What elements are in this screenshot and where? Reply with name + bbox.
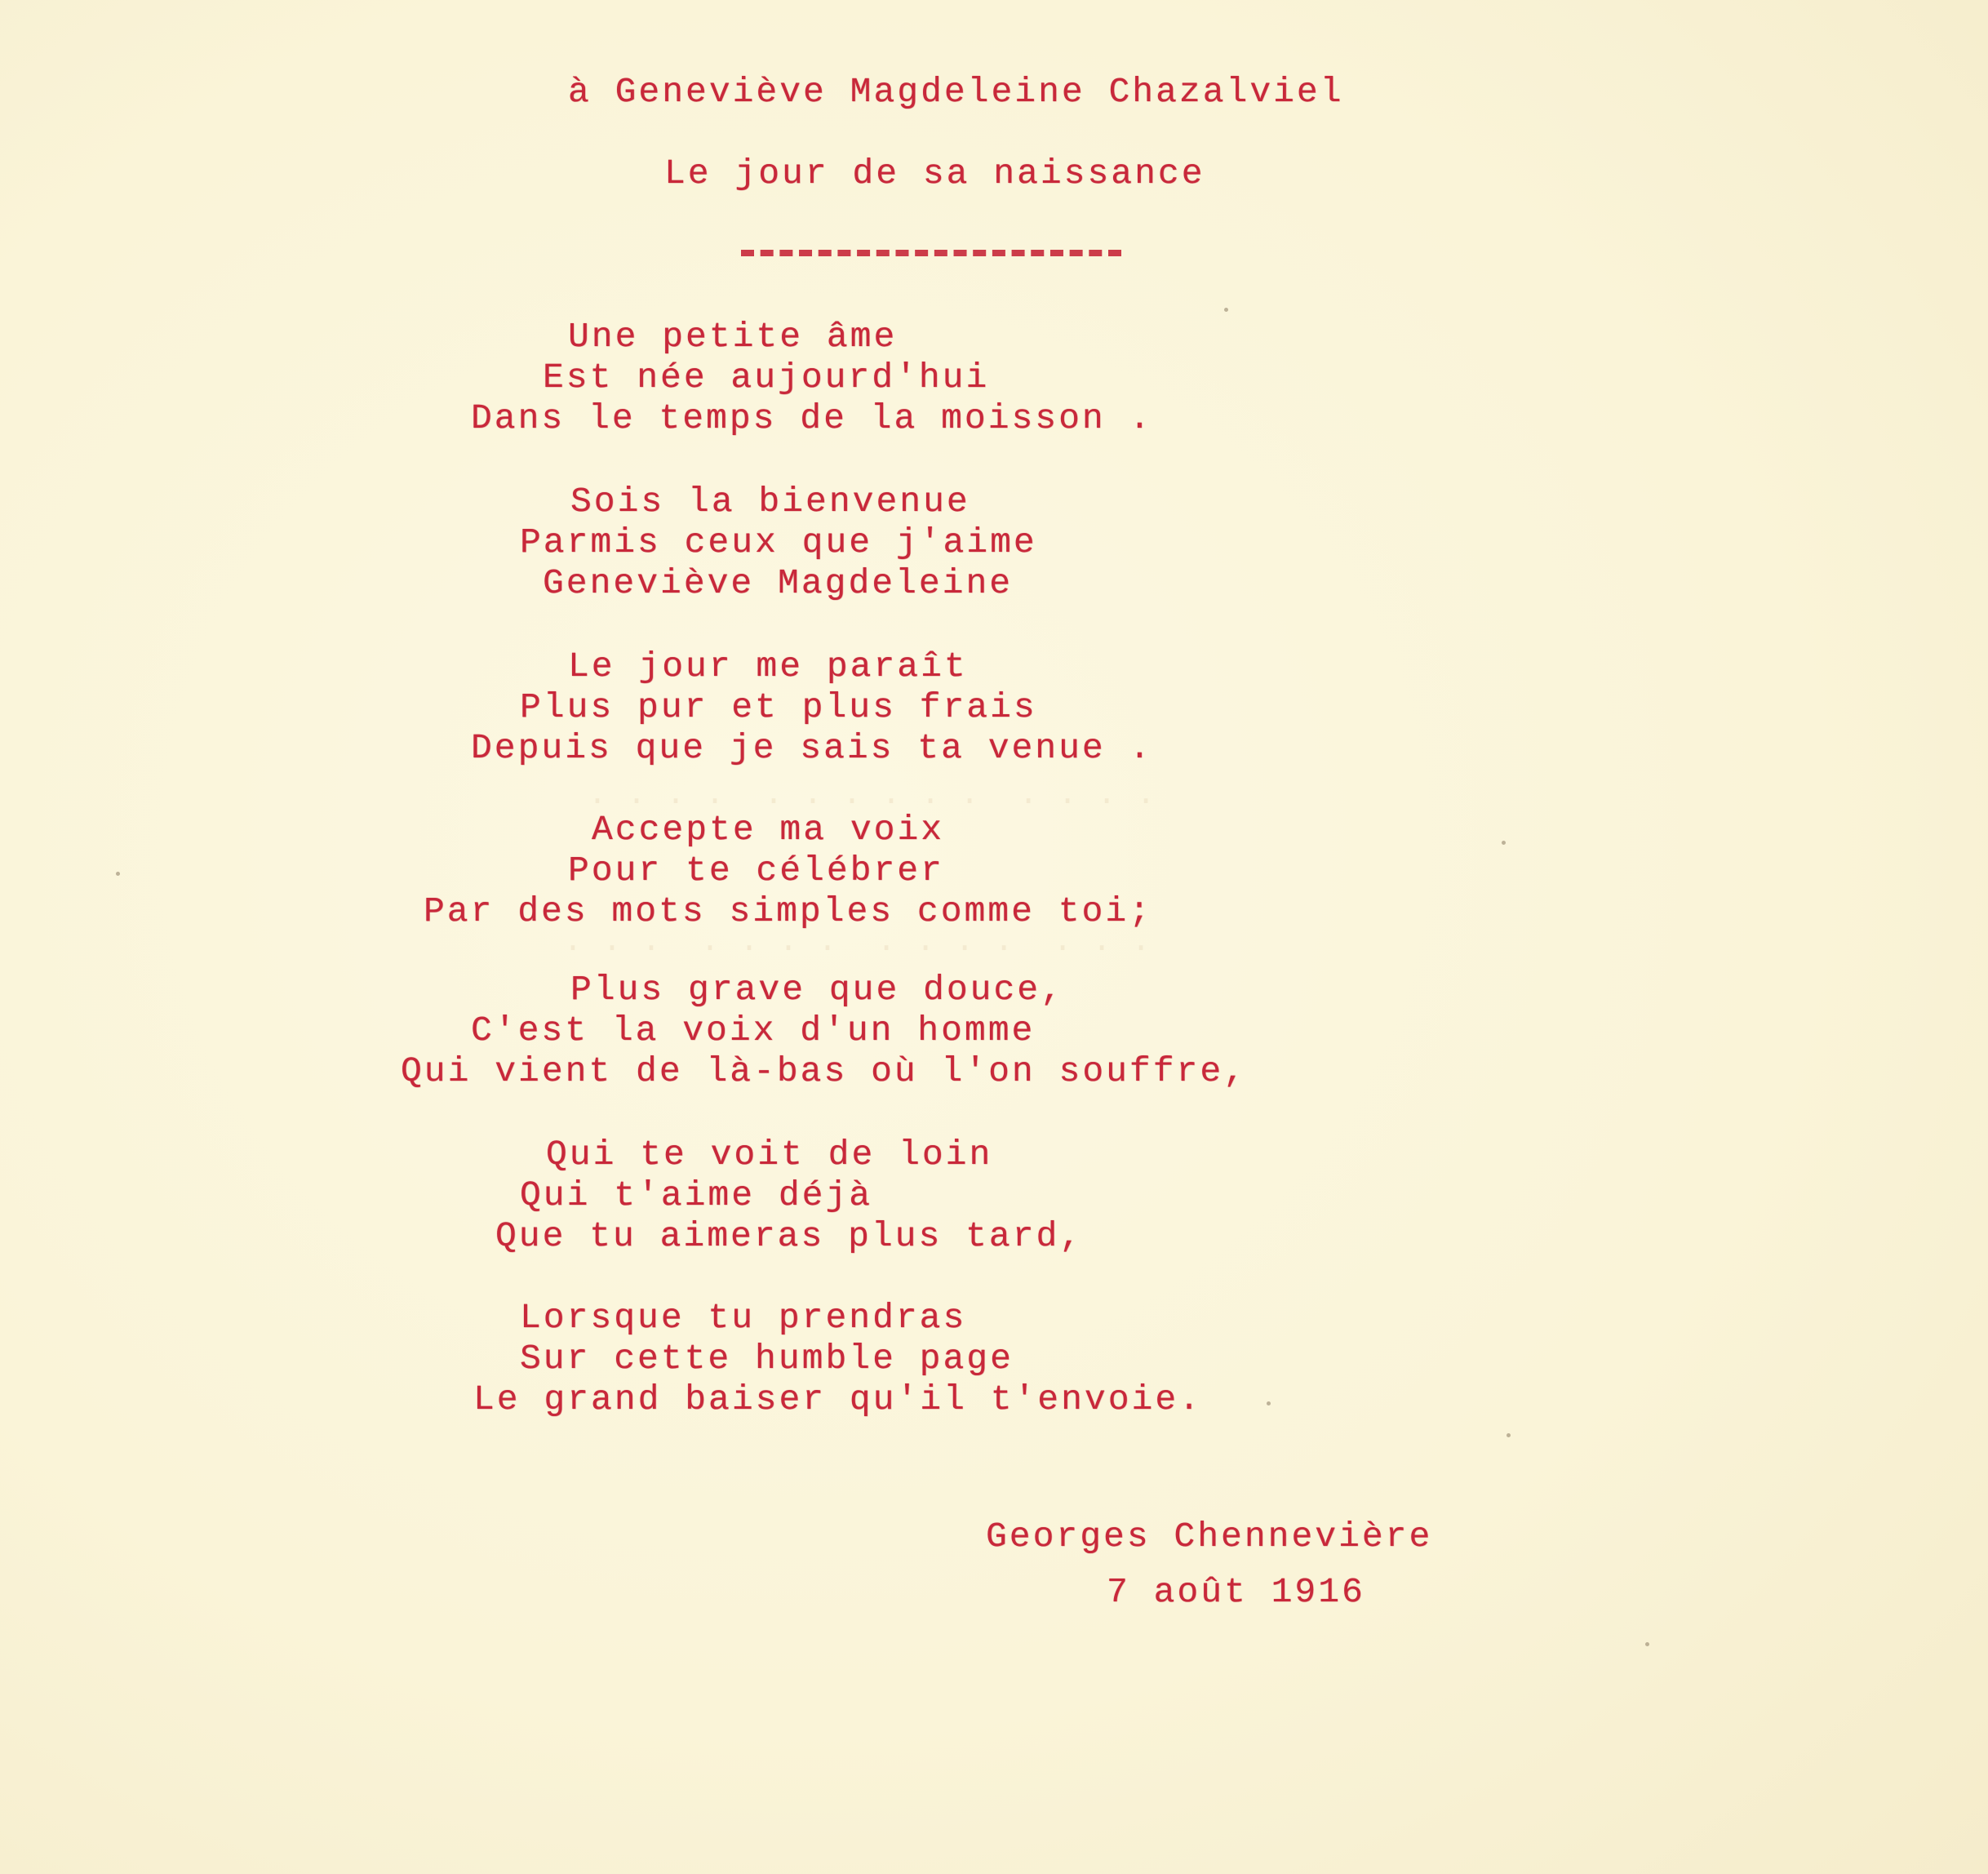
stanza-6-line-2: Qui t'aime déjà [520, 1175, 873, 1215]
stanza-4-line-3: Par des mots simples comme toi; [424, 891, 1152, 931]
paper-speck [1267, 1401, 1271, 1406]
stanza-6-line-1: Qui te voit de loin [546, 1135, 993, 1175]
signature-date: 7 août 1916 [1107, 1572, 1365, 1612]
stanza-3-line-3: Depuis que je sais ta venue . [471, 728, 1153, 768]
stanza-2-line-2: Parmis ceux que j'aime [520, 522, 1037, 562]
paper-speck [1507, 1433, 1511, 1437]
paper-speck [1502, 841, 1506, 845]
separator-dashes [741, 250, 1121, 263]
stanza-4-line-2: Pour te célébrer [568, 850, 944, 890]
stanza-7-line-2: Sur cette humble page [520, 1339, 1014, 1379]
poem-subtitle: Le jour de sa naissance [664, 153, 1205, 193]
stanza-7-line-1: Lorsque tu prendras [520, 1298, 967, 1338]
paper-speck [116, 872, 120, 876]
stanza-1-line-3: Dans le temps de la moisson . [471, 398, 1153, 438]
show-through-text: · · · · · · · · · · · · · · [588, 784, 1156, 820]
stanza-2-line-3: Geneviève Magdeleine [543, 563, 1014, 603]
stanza-7-line-3: Le grand baiser qu'il t'envoie. [473, 1379, 1202, 1419]
paper-speck [1224, 308, 1228, 312]
stanza-3-line-2: Plus pur et plus frais [520, 687, 1037, 727]
stanza-1-line-2: Est née aujourd'hui [543, 357, 990, 397]
stanza-3-line-1: Le jour me paraît [568, 646, 968, 686]
stanza-5-line-3: Qui vient de là-bas où l'on souffre, [401, 1051, 1247, 1091]
stanza-4-line-1: Accepte ma voix [592, 810, 945, 850]
stanza-5-line-1: Plus grave que douce, [570, 970, 1064, 1010]
author-signature: Georges Chennevière [986, 1517, 1433, 1556]
paper-speck [1645, 1642, 1649, 1646]
stanza-1-line-1: Une petite âme [568, 317, 898, 357]
dedication-line: à Geneviève Magdeleine Chazalviel [568, 72, 1344, 112]
stanza-6-line-3: Que tu aimeras plus tard, [495, 1216, 1084, 1256]
show-through-text: · · · · · · · · · · · · · · [563, 930, 1152, 967]
stanza-2-line-1: Sois la bienvenue [570, 482, 970, 522]
stanza-5-line-2: C'est la voix d'un homme [471, 1010, 1036, 1050]
